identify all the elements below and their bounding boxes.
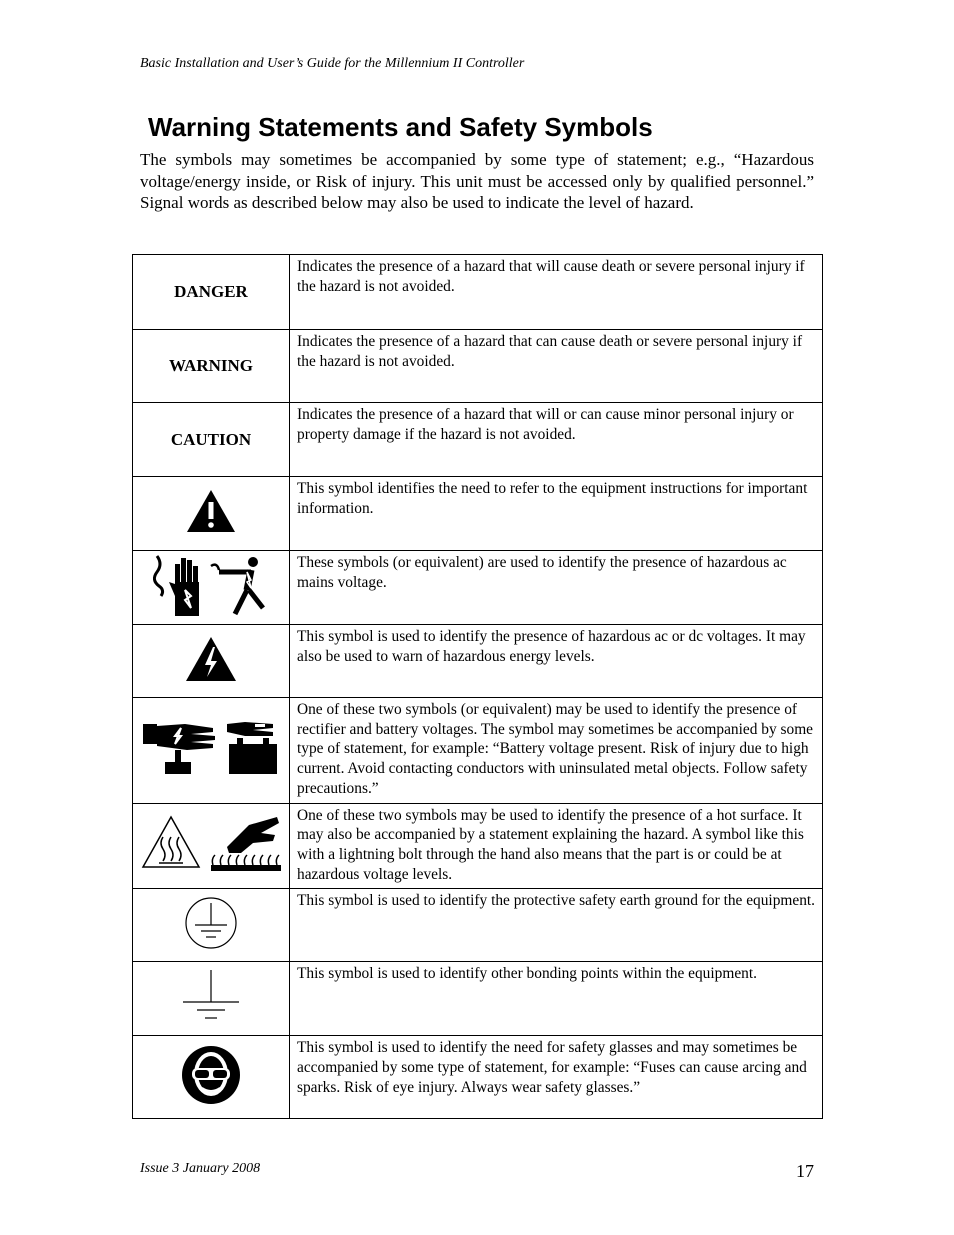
description-cell: Indicates the presence of a hazard that can cause death or severe personal injury if the hazard is not avoided. [290, 330, 823, 403]
description-cell: One of these two symbols (or equivalent) may be used to identify the presence of rectifier and battery voltages. The symbol may sometimes be accompanied by some type of statement, for example: “Battery voltage present. Risk of injury due to high current. Avoid contacting conductors with uninsulated metal objects. Follow safety precautions.” [290, 698, 823, 804]
hot-surface-icon [141, 813, 281, 878]
symbol-cell [133, 889, 290, 962]
symbol-cell [133, 403, 290, 477]
table-row [133, 962, 823, 1036]
safety-symbols-table [132, 254, 823, 1119]
battery-hand-icon [141, 718, 281, 783]
table-row [133, 1036, 823, 1119]
section-title: Warning Statements and Safety Symbols [148, 112, 653, 142]
symbol-cell [133, 330, 290, 403]
table-row [133, 255, 823, 330]
protective-earth-icon [183, 895, 239, 956]
running-header: Basic Installation and User’s Guide for the Millennium II Controller [140, 56, 525, 71]
intro-paragraph: The symbols may sometimes be accompanied by some type of statement; e.g., “Hazardous voltage/energy inside, or Risk of injury. This unit must be accessed only by qualified personnel.” Signal words as described below may also be used to indicate the level of hazard. [140, 150, 814, 212]
table-row [133, 625, 823, 698]
description-cell: This symbol is used to identify the presence of hazardous ac or dc voltages. It may also be used to warn of hazardous energy levels. [290, 625, 823, 698]
symbol-cell [133, 962, 290, 1036]
issue-date: Issue 3 January 2008 [140, 1161, 261, 1176]
signal-word-caution: CAUTION [170, 429, 252, 449]
ground-icon [179, 968, 243, 1029]
symbol-cell [133, 1036, 290, 1119]
table-row [133, 803, 823, 889]
symbol-cell [133, 625, 290, 698]
table-row [133, 551, 823, 625]
table-row [133, 698, 823, 804]
description-cell: Indicates the presence of a hazard that will or can cause minor personal injury or property damage if the hazard is not avoided. [290, 403, 823, 477]
safety-glasses-icon [180, 1044, 242, 1111]
signal-word-warning: WARNING [168, 356, 254, 375]
table-row [133, 477, 823, 551]
page-number: 17 [796, 1161, 814, 1181]
description-cell: These symbols (or equivalent) are used to identify the presence of hazardous ac mains voltage. [290, 551, 823, 625]
symbol-cell [133, 255, 290, 330]
table-row [133, 889, 823, 962]
description-cell: Indicates the presence of a hazard that will cause death or severe personal injury if the hazard is not avoided. [290, 255, 823, 330]
symbol-cell [133, 698, 290, 804]
electric-shock-icon [151, 552, 271, 623]
description-cell: This symbol is used to identify other bonding points within the equipment. [290, 962, 823, 1036]
description-cell: This symbol identifies the need to refer to the equipment instructions for important information. [290, 477, 823, 551]
description-cell: This symbol is used to identify the need for safety glasses and may sometimes be accompanied by some type of statement, for example: “Fuses can cause arcing and sparks. Risk of eye injury. Always wear safety glasses.” [290, 1036, 823, 1119]
exclamation-triangle-icon [185, 488, 237, 539]
symbol-cell [133, 803, 290, 889]
table-row [133, 330, 823, 403]
lightning-triangle-icon [184, 635, 238, 688]
description-cell: One of these two symbols may be used to identify the presence of a hot surface. It may also be accompanied by a statement explaining the hazard. A symbol like this with a lightning bolt through the hand also means that the part is or could be at hazardous voltage levels. [290, 803, 823, 889]
description-cell: This symbol is used to identify the protective safety earth ground for the equipment. [290, 889, 823, 962]
signal-word-danger: DANGER [174, 282, 248, 301]
table-row [133, 403, 823, 477]
symbol-cell [133, 477, 290, 551]
symbol-cell [133, 551, 290, 625]
